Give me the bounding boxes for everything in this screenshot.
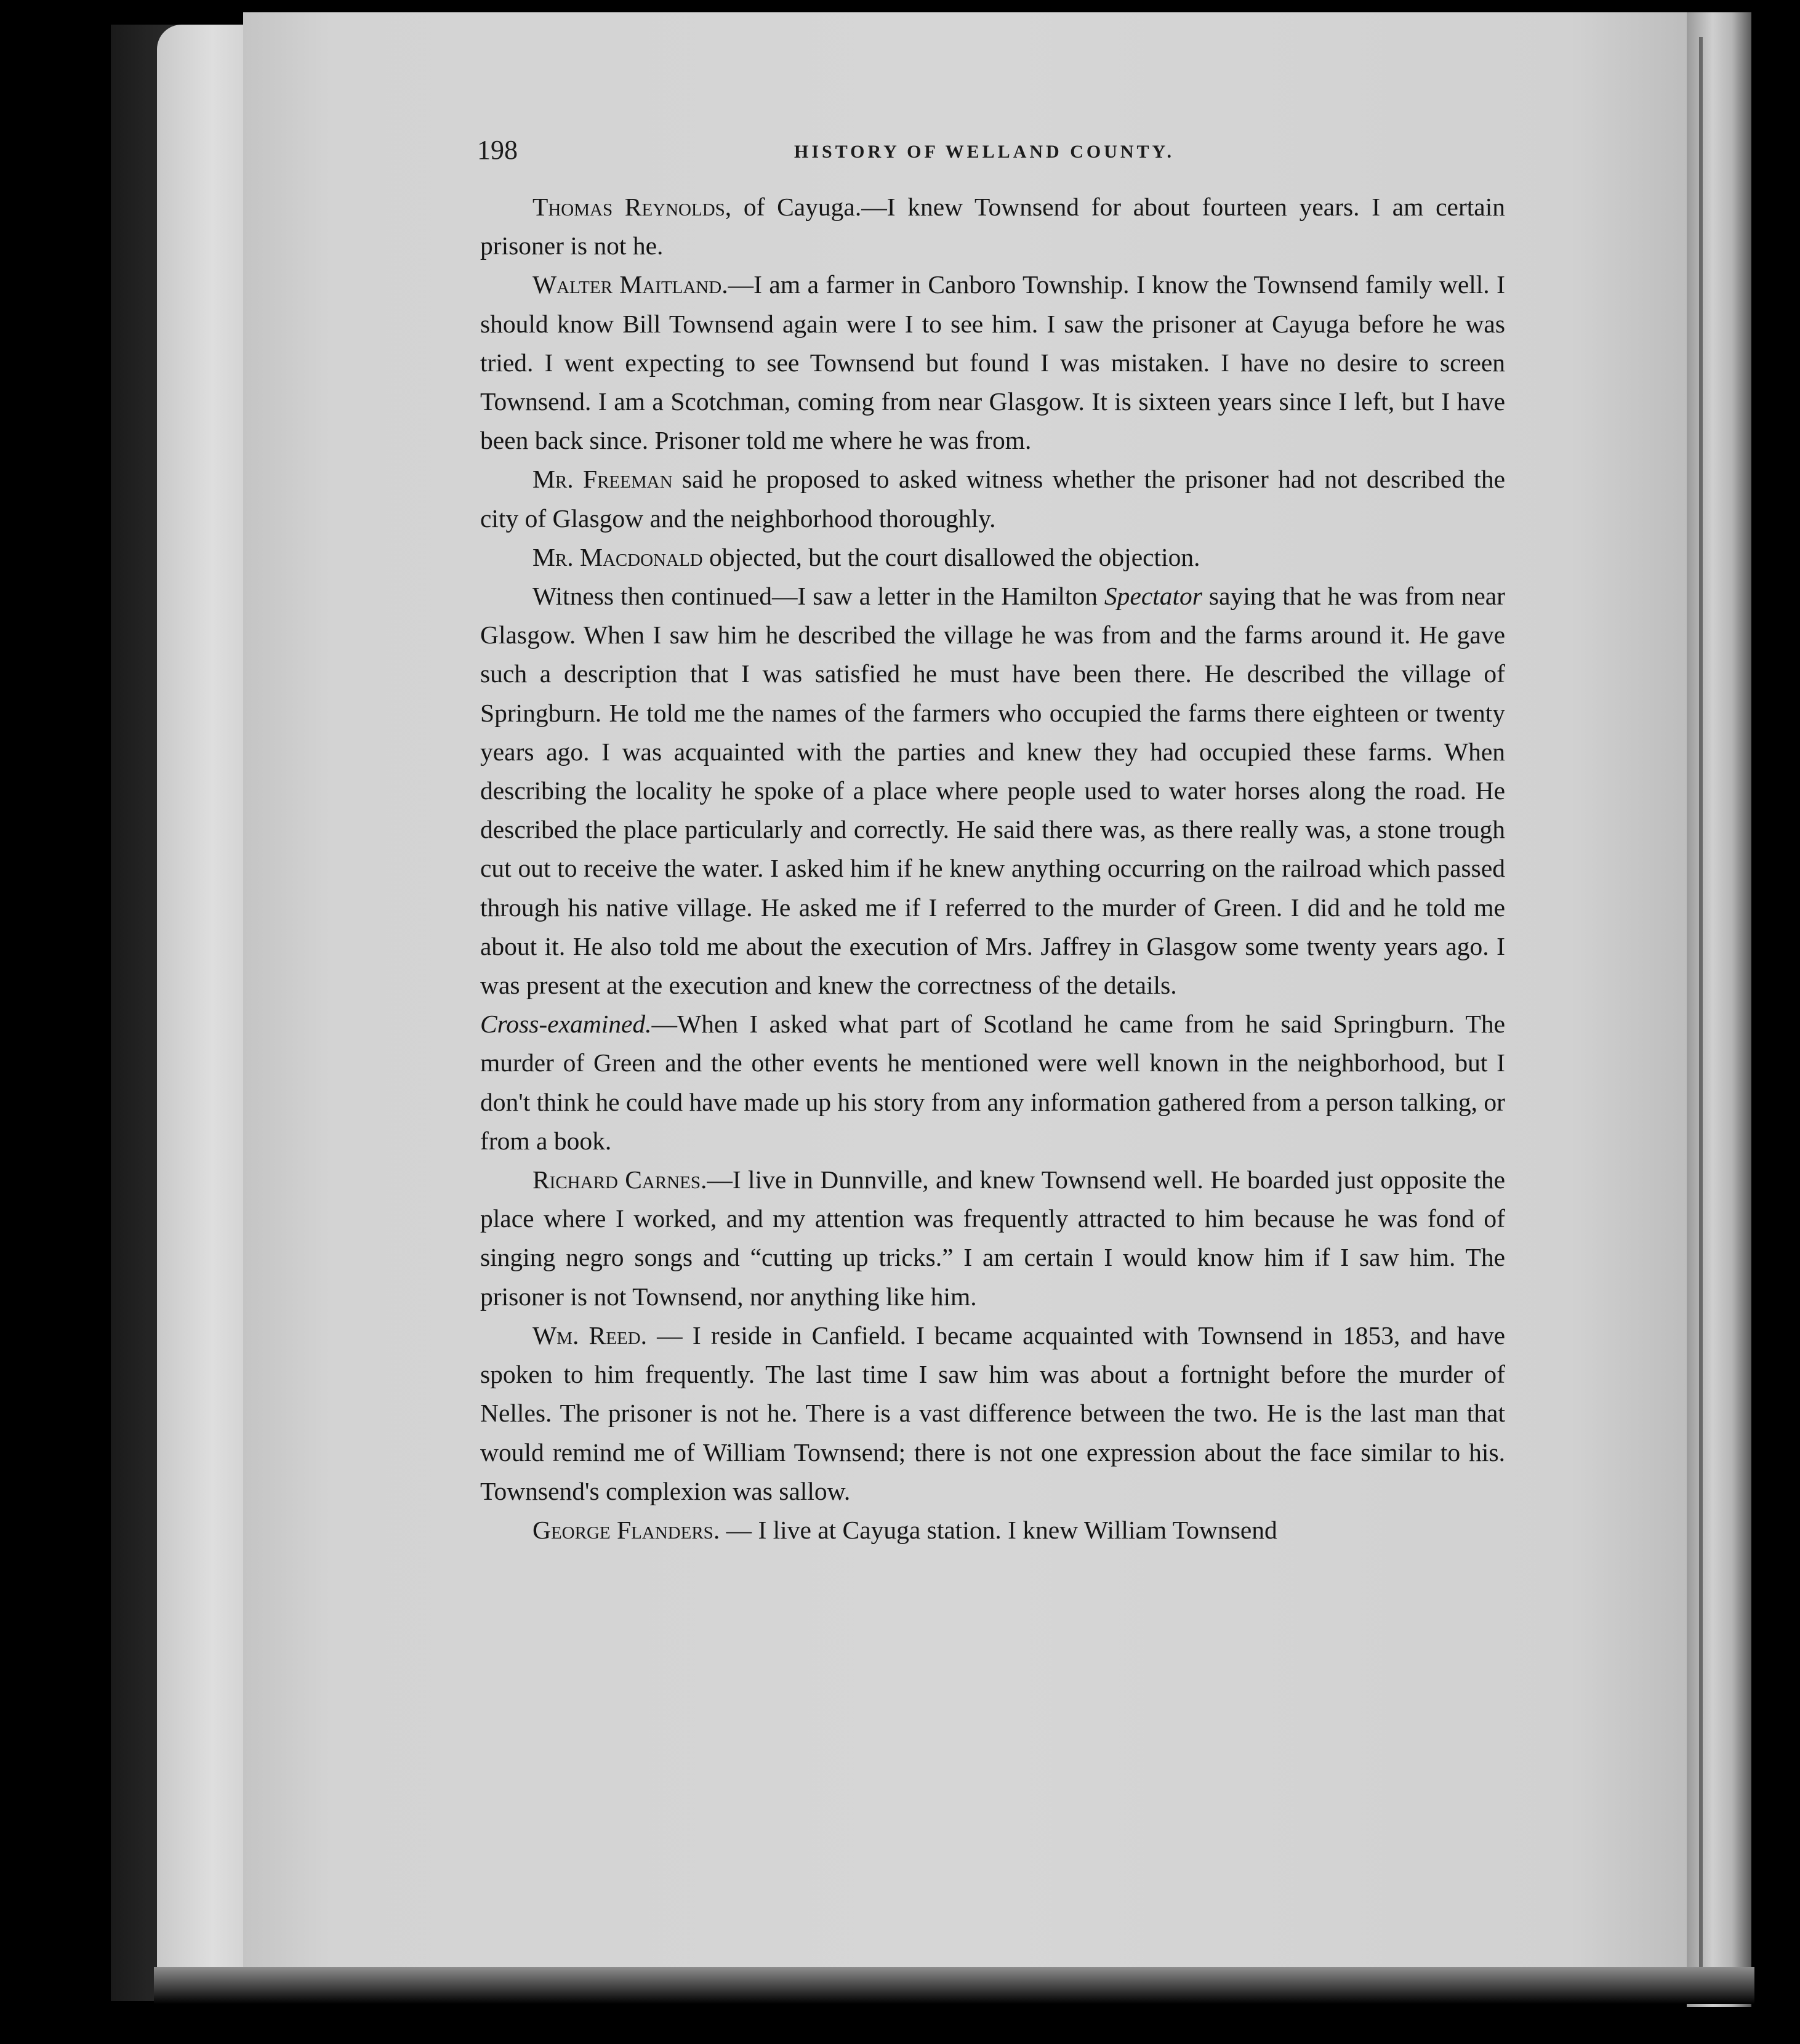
speaker-name: Walter Maitland xyxy=(532,270,722,299)
speaker-name: Mr. Macdonald xyxy=(532,542,703,571)
paragraph-flanders xyxy=(480,1511,1505,1550)
running-title: HISTORY OF WELLAND COUNTY. xyxy=(794,142,1175,162)
newspaper-title: Spectator xyxy=(1104,582,1202,611)
page-number: 198 xyxy=(477,135,518,165)
testimony-text: said he proposed to asked witness whether the prisoner had not described the city of Glasgow and the neighborhood thoroughly. xyxy=(480,465,1505,533)
testimony-text: . — I live at Cayuga station. I knew William Townsend xyxy=(713,1515,1277,1544)
paragraph-maitland xyxy=(480,265,1505,460)
paragraph-carnes xyxy=(480,1161,1505,1316)
speaker-name: Mr. Freeman xyxy=(532,465,673,494)
binding-page-edge xyxy=(157,25,249,2001)
page-body xyxy=(480,188,1505,1550)
paragraph-macdonald xyxy=(480,538,1505,577)
testimony-text: Witness then continued—I saw a letter in the Hamilton xyxy=(532,582,1104,611)
testimony-text: —When I asked what part of Scotland he came from he said Springburn. The murder of Green and the other events he mentioned were well known in the neighborhood, but I don't think he could have made up his story from any information gathered from a person talking, or from a book. xyxy=(480,1010,1505,1155)
paragraph-freeman xyxy=(480,460,1505,537)
cross-examined-label: Cross-examined. xyxy=(480,1010,652,1039)
testimony-text: .—I am a farmer in Canboro Township. I know the Townsend family well. I should know Bill Townsend again were I to see him. I saw the prisoner at Cayuga before he was tried. I went expecting to see Townsend but found I was mistaken. I have no desire to screen Townsend. I am a Scotchman, coming from near Glasgow. It is sixteen years since I left, but I have been back since. Prisoner told me where he was from. xyxy=(480,270,1505,455)
paragraph-witness-continued xyxy=(480,577,1505,1161)
speaker-name: George Flanders xyxy=(532,1515,713,1544)
testimony-text: objected, but the court disallowed the objection. xyxy=(702,542,1200,571)
speaker-name: Wm. Reed xyxy=(532,1321,641,1350)
bottom-shadow xyxy=(154,1967,1754,2004)
page-stack-edge xyxy=(1687,12,1751,2007)
paragraph-reynolds xyxy=(480,188,1505,265)
speaker-name: Thomas Reynolds xyxy=(532,193,725,221)
paragraph-reed xyxy=(480,1316,1505,1511)
testimony-text: . — I reside in Canfield. I became acquainted with Townsend in 1853, and have spoken to him frequently. The last time I saw him was about a fortnight before the murder of Nelles. The prisoner is not he. There is a vast difference between the two. He is the last man that would remind me of William Townsend; there is not one expression about the face similar to his. Townsend's complexion was sallow. xyxy=(480,1321,1505,1505)
testimony-text: saying that he was from near Glasgow. When I saw him he described the village he was from and the farms around it. He gave such a description that I was satisfied he must have been there. He described the village of Springburn. He told me the names of the farmers who occupied the farms there eighteen or twenty years ago. I was acquainted with the parties and knew they had occupied these farms. When describing the locality he spoke of a place where people used to water horses along the road. He described the place particularly and correctly. He said there was, as there really was, a stone trough cut out to receive the water. I asked him if he knew anything occurring on the railroad which passed through his native village. He asked me if I referred to the murder of Green. I did and he told me about it. He also told me about the execution of Mrs. Jaffrey in Glasgow some twenty years ago. I was present at the execution and knew the correctness of the details. xyxy=(480,582,1505,1000)
running-head xyxy=(477,134,1413,177)
testimony-text: .—I live in Dunnville, and knew Townsend well. He boarded just opposite the place where I worked, and my attention was frequently attracted to him because he was fond of singing negro songs and “cutting up tricks.” I am certain I would know him if I saw him. The prisoner is not Townsend, nor anything like him. xyxy=(480,1165,1505,1311)
speaker-name: Richard Carnes xyxy=(532,1165,701,1194)
testimony-text: , of Cayuga.—I knew Townsend for about fourteen years. I am certain prisoner is not he. xyxy=(480,193,1505,260)
page-stack-line xyxy=(1699,37,1703,1982)
